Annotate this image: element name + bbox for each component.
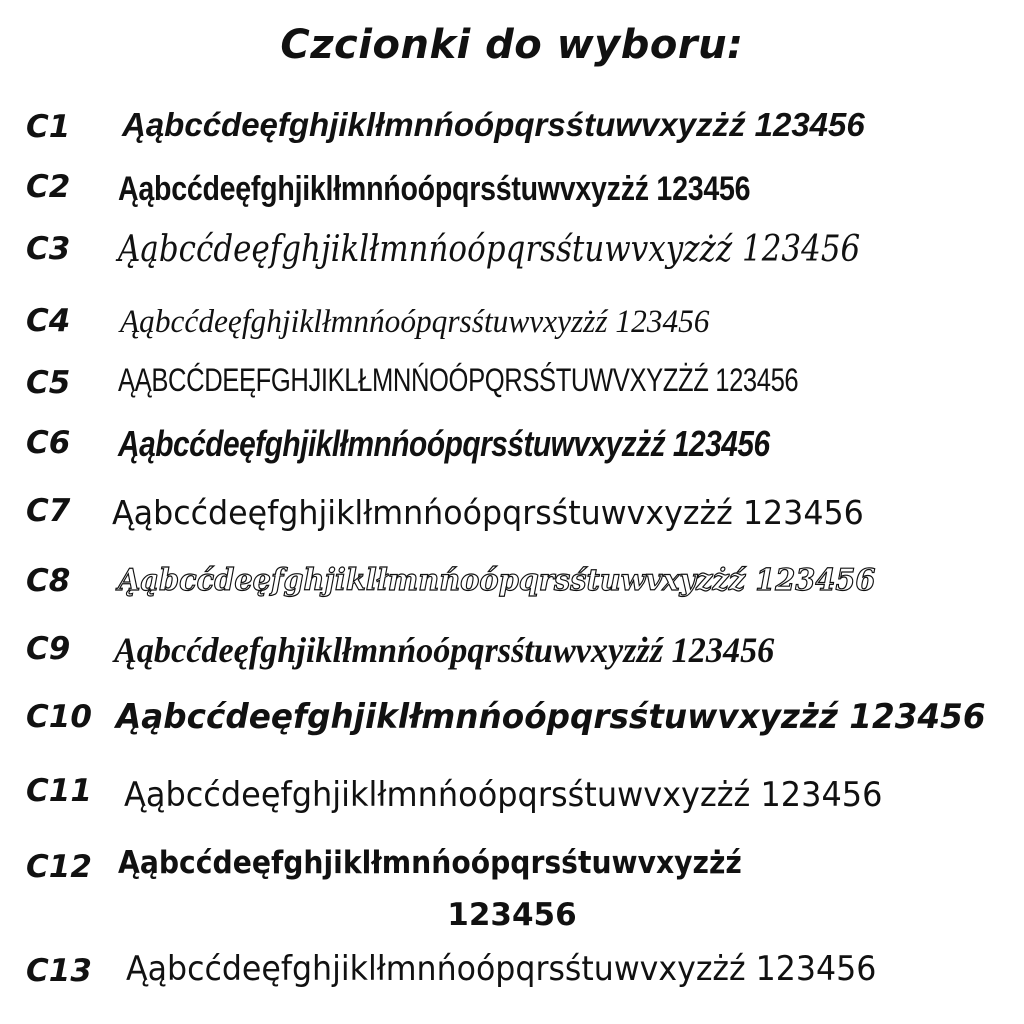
font-sample: ĄĄBCĆDEĘFGHJIKLŁMNŃOÓPQRSŚTUWVXYZŻŹ 123456 [118,362,799,398]
font-row-c3 [0,226,1024,286]
font-label: C4 [26,303,71,339]
font-sample: Ąąbcćdeęfghjiklłmnńoópqrsśtuwvxyzżź 123456 [116,697,986,737]
font-label: C11 [26,773,92,809]
font-sample: Ąąbcćdeęfghjiklłmnńoópqrsśtuwvxyzżź 123456 [118,170,751,208]
font-sample: Ąąbcćdeęfghjiklłmnńoópqrsśtuwvxyzżź 123456 [118,229,861,270]
font-label: C1 [26,109,71,145]
font-sample: Ąąbcćdeęfghjiklłmnńoópqrsśtuwvxyzżź 123456 [122,106,865,143]
font-row-c10 [0,698,1024,758]
font-row-c1 [0,104,1024,164]
font-row-c6 [0,424,1024,484]
font-row-c2 [0,168,1024,228]
font-row-c12 [0,844,1024,934]
font-row-c7 [0,492,1024,552]
font-sample: Ąąbcćdeęfghjiklłmnńoópqrsśtuwvxyzżź 123456 [120,304,710,340]
font-sample: Ąąbcćdeęfghjiklłmnńoópqrsśtuwvxyzżź 123456 [124,775,883,815]
font-row-c13 [0,950,1024,1010]
font-sample: Ąąbcćdeęfghjiklłmnńoópqrsśtuwvxyzżź 123456 [112,493,864,532]
font-row-c11 [0,772,1024,832]
font-label: C6 [26,425,71,461]
font-label: C3 [26,231,71,267]
font-sample: Ąąbcćdeęfghjiklłmnńoópqrsśtuwvxyzżź 123456 [118,423,770,464]
font-label: C10 [26,699,92,735]
font-sample: Ąąbcćdeęfghjiklłmnńoópqrsśtuwvxyzżź 123456 [126,949,877,989]
font-row-c8 [0,562,1024,622]
font-sample: Ąąbcćdeęfghjiklłmnńoópqrsśtuwvxyzżź 123456 [118,563,876,598]
font-label: C13 [26,953,92,989]
font-label: C7 [26,493,71,529]
font-label: C9 [26,631,71,667]
font-sample: Ąąbcćdeęfghjiklłmnńoópqrsśtuwvxyzżź [118,845,742,881]
font-sample: Ąąbcćdeęfghjiklłmnńoópqrsśtuwvxyzżź 123456 [114,630,775,670]
font-row-c5 [0,364,1024,424]
font-sample-line2: 123456 [447,897,577,933]
page-title: Czcionki do wyboru: [280,22,744,68]
font-label: C8 [26,563,71,599]
font-row-c4 [0,302,1024,362]
font-label: C5 [26,365,71,401]
font-row-c9 [0,630,1024,690]
font-label: C12 [26,849,92,885]
font-label: C2 [26,169,71,205]
